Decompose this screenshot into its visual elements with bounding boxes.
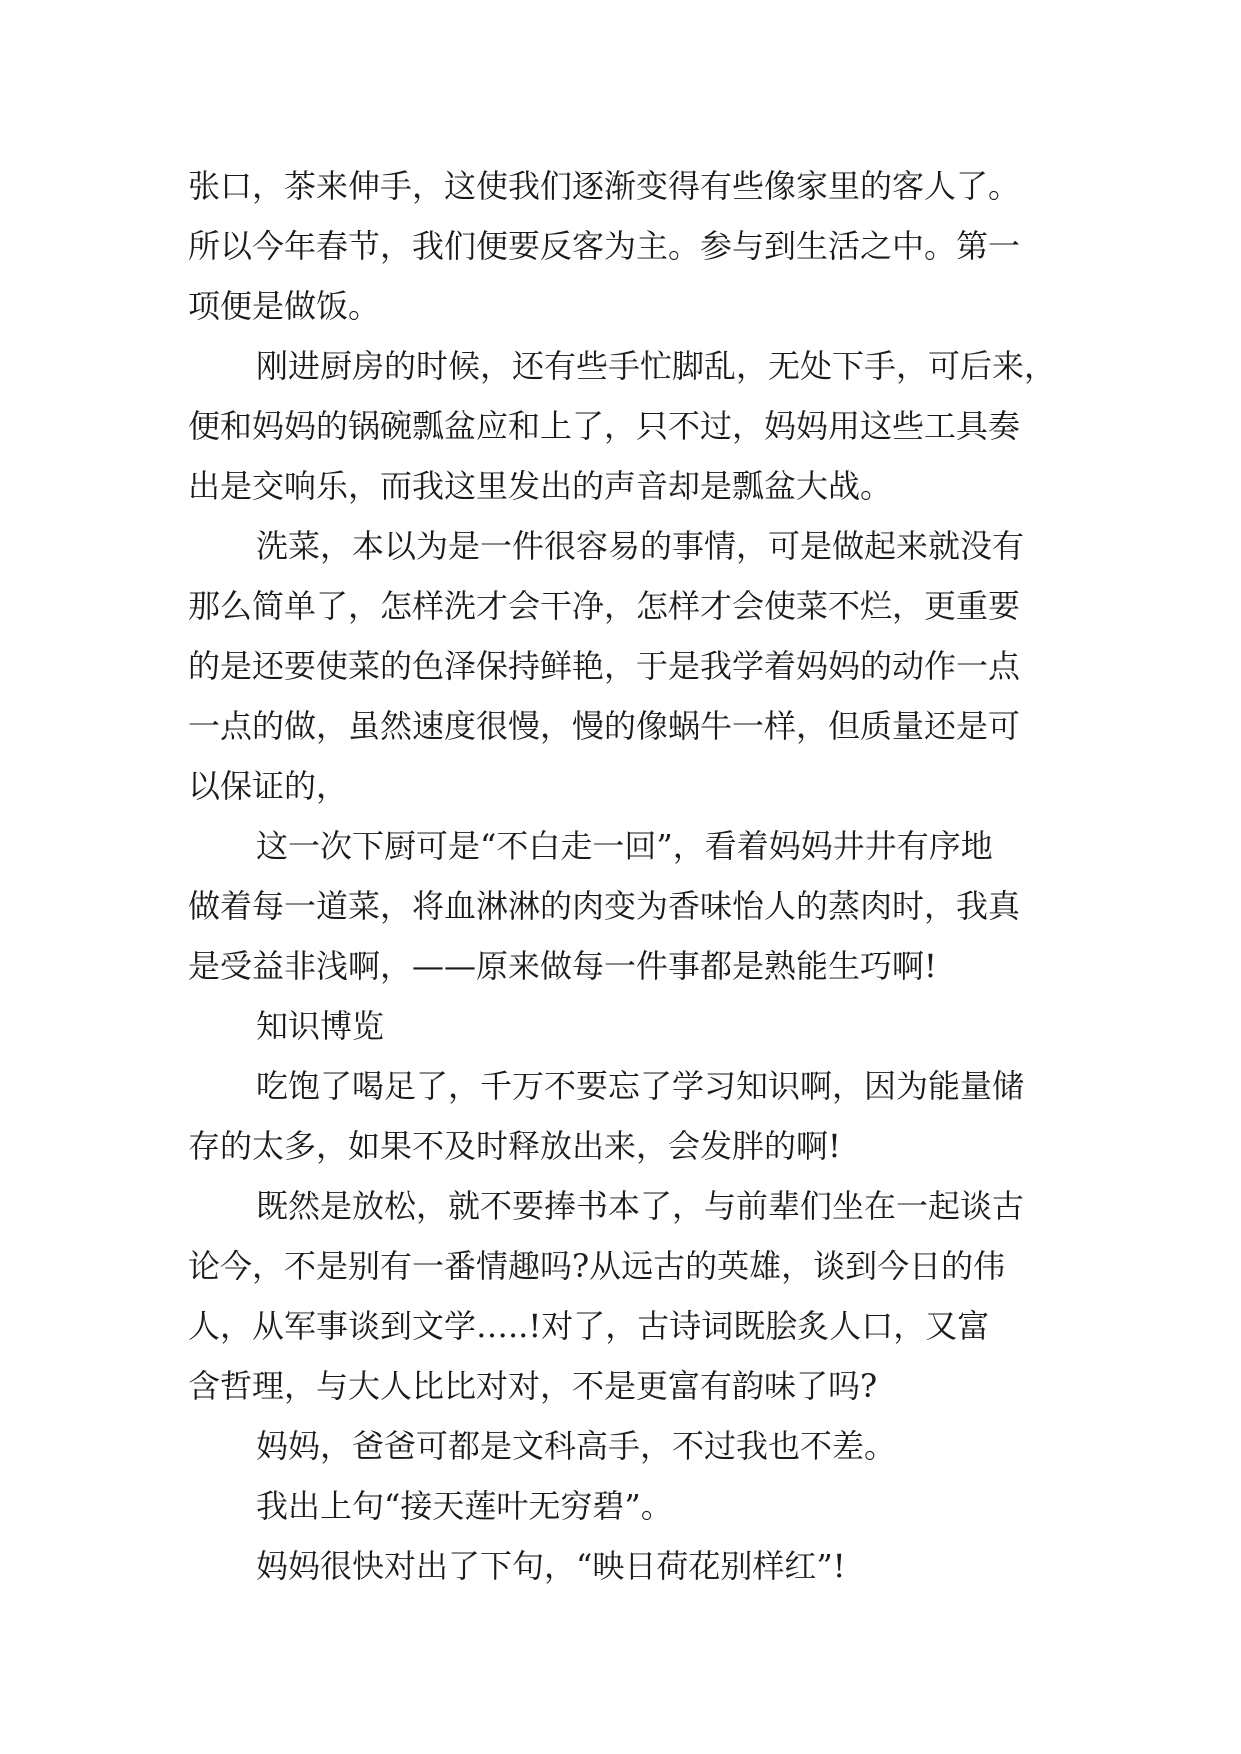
text-line: 含哲理，与大人比比对对，不是更富有韵味了吗? bbox=[188, 1367, 878, 1405]
paragraph-lesson bbox=[188, 816, 1068, 996]
text-line: 我出上句“接天莲叶无穷碧”。 bbox=[256, 1487, 673, 1525]
text-line: 存的太多，如果不及时释放出来，会发胖的啊! bbox=[188, 1127, 841, 1165]
text-line: 以保证的， bbox=[188, 767, 349, 805]
text-line: 人，从军事谈到文学…..!对了，古诗词既脍炙人口，又富 bbox=[188, 1307, 990, 1345]
text-line: 出是交响乐，而我这里发出的声音却是瓢盆大战。 bbox=[188, 467, 893, 505]
paragraph-washing bbox=[188, 516, 1068, 816]
paragraph-knowledge bbox=[188, 1056, 1068, 1176]
text-line: 一点的做，虽然速度很慢，慢的像蜗牛一样，但质量还是可 bbox=[188, 707, 1021, 745]
paragraph-first-line bbox=[188, 1476, 1068, 1536]
text-line: 论今，不是别有一番情趣吗?从远古的英雄，谈到今日的伟 bbox=[188, 1247, 1006, 1285]
text-line: 洗菜，本以为是一件很容易的事情，可是做起来就没有 bbox=[256, 527, 1025, 565]
section-heading-text: 知识博览 bbox=[256, 1007, 385, 1045]
text-line: 做着每一道菜，将血淋淋的肉变为香味怡人的蒸肉时，我真 bbox=[188, 887, 1021, 925]
document-body bbox=[188, 156, 1068, 1596]
text-line: 吃饱了喝足了，千万不要忘了学习知识啊，因为能量储 bbox=[256, 1067, 1025, 1105]
text-line: 所以今年春节，我们便要反客为主。参与到生活之中。第一 bbox=[188, 227, 1021, 265]
text-line: 那么简单了，怎样洗才会干净，怎样才会使菜不烂，更重要 bbox=[188, 587, 1021, 625]
text-line: 的是还要使菜的色泽保持鲜艳，于是我学着妈妈的动作一点 bbox=[188, 647, 1021, 685]
paragraph-chat bbox=[188, 1176, 1068, 1416]
text-line: 刚进厨房的时候，还有些手忙脚乱，无处下手，可后来， bbox=[256, 347, 1057, 385]
text-line: 既然是放松，就不要捧书本了，与前辈们坐在一起谈古 bbox=[256, 1187, 1025, 1225]
paragraph-parents bbox=[188, 1416, 1068, 1476]
paragraph-kitchen bbox=[188, 336, 1068, 516]
text-line: 这一次下厨可是“不白走一回”，看着妈妈井井有序地 bbox=[256, 827, 993, 865]
text-line: 妈妈很快对出了下句，“映日荷花别样红”! bbox=[256, 1547, 846, 1585]
text-line: 是受益非浅啊，——原来做每一件事都是熟能生巧啊! bbox=[188, 947, 937, 985]
text-line: 张口，茶来伸手，这使我们逐渐变得有些像家里的客人了。 bbox=[188, 167, 1021, 205]
text-line: 妈妈，爸爸可都是文科高手，不过我也不差。 bbox=[256, 1427, 897, 1465]
text-line: 便和妈妈的锅碗瓢盆应和上了，只不过，妈妈用这些工具奏 bbox=[188, 407, 1021, 445]
paragraph-intro-continued bbox=[188, 156, 1068, 336]
section-heading bbox=[188, 996, 1068, 1056]
paragraph-reply bbox=[188, 1536, 1068, 1596]
text-line: 项便是做饭。 bbox=[188, 287, 381, 325]
